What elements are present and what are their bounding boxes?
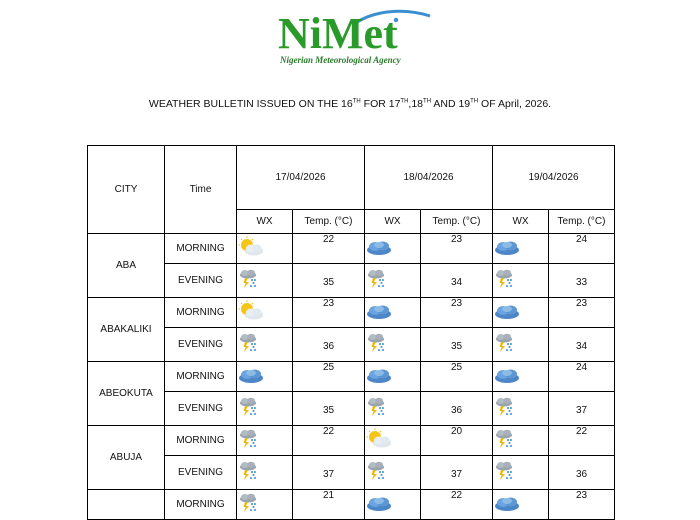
temp-cell: 33 xyxy=(549,264,615,298)
wx-cell xyxy=(237,392,293,426)
table-row xyxy=(88,328,615,362)
table-row xyxy=(88,234,615,264)
temp-cell: 21 xyxy=(293,490,365,520)
wx-cell xyxy=(365,298,421,328)
thunderstorm-icon xyxy=(365,332,393,354)
city-cell: ABUJA xyxy=(88,426,165,490)
temp-cell: 23 xyxy=(549,490,615,520)
city-cell xyxy=(88,490,165,520)
temp-cell: 35 xyxy=(293,264,365,298)
wx-cell xyxy=(365,264,421,298)
cloudy-icon xyxy=(493,492,521,514)
thunderstorm-icon xyxy=(237,428,265,450)
wx-cell xyxy=(493,426,549,456)
wx-cell xyxy=(493,392,549,426)
temp-cell: 22 xyxy=(549,426,615,456)
time-cell: MORNING xyxy=(165,426,237,456)
wx-cell xyxy=(365,362,421,392)
wx-cell xyxy=(237,264,293,298)
wx-cell xyxy=(493,456,549,490)
wx-cell xyxy=(493,298,549,328)
wx-cell xyxy=(365,328,421,362)
thunderstorm-icon xyxy=(493,460,521,482)
partly-sunny-icon xyxy=(365,428,393,450)
wx-header: WX xyxy=(237,210,293,234)
city-cell: ABAKALIKI xyxy=(88,298,165,362)
temp-cell: 23 xyxy=(421,234,493,264)
time-cell: MORNING xyxy=(165,362,237,392)
temp-cell: 20 xyxy=(421,426,493,456)
cloudy-icon xyxy=(493,364,521,386)
table-row xyxy=(88,362,615,392)
thunderstorm-icon xyxy=(237,460,265,482)
wx-cell xyxy=(237,426,293,456)
city-cell: ABA xyxy=(88,234,165,298)
temp-cell: 37 xyxy=(421,456,493,490)
thunderstorm-icon xyxy=(493,268,521,290)
wx-cell xyxy=(237,456,293,490)
logo-text: NiMet xyxy=(278,9,398,58)
thunderstorm-icon xyxy=(237,492,265,514)
wx-cell xyxy=(493,234,549,264)
wx-cell xyxy=(237,298,293,328)
table-row xyxy=(88,490,615,520)
wx-header: WX xyxy=(365,210,421,234)
temp-cell: 35 xyxy=(293,392,365,426)
temp-cell: 36 xyxy=(293,328,365,362)
thunderstorm-icon xyxy=(365,460,393,482)
thunderstorm-icon xyxy=(493,428,521,450)
temp-cell: 37 xyxy=(549,392,615,426)
date-header: 17/04/2026 xyxy=(237,146,365,210)
wx-header: WX xyxy=(493,210,549,234)
cloudy-icon xyxy=(365,492,393,514)
city-cell: ABEOKUTA xyxy=(88,362,165,426)
wx-cell xyxy=(493,328,549,362)
logo-subtitle: Nigerian Meteorological Agency xyxy=(280,55,401,65)
temp-cell: 23 xyxy=(293,298,365,328)
time-cell: MORNING xyxy=(165,298,237,328)
time-cell: MORNING xyxy=(165,490,237,520)
wx-cell xyxy=(493,490,549,520)
table-row xyxy=(88,298,615,328)
cloudy-icon xyxy=(493,236,521,258)
temp-cell: 22 xyxy=(421,490,493,520)
wx-cell xyxy=(493,264,549,298)
forecast-table xyxy=(87,145,615,520)
wx-cell xyxy=(365,426,421,456)
thunderstorm-icon xyxy=(237,268,265,290)
cloudy-icon xyxy=(365,300,393,322)
nimet-logo xyxy=(274,8,434,68)
cloudy-icon xyxy=(365,236,393,258)
temp-cell: 37 xyxy=(293,456,365,490)
date-header: 18/04/2026 xyxy=(365,146,493,210)
time-cell: EVENING xyxy=(165,264,237,298)
temp-cell: 25 xyxy=(293,362,365,392)
wx-cell xyxy=(493,362,549,392)
cloudy-icon xyxy=(493,300,521,322)
wx-cell xyxy=(237,234,293,264)
time-cell: MORNING xyxy=(165,234,237,264)
temp-cell: 34 xyxy=(421,264,493,298)
temp-header: Temp. (°C) xyxy=(421,210,493,234)
table-row xyxy=(88,264,615,298)
partly-sunny-icon xyxy=(237,236,265,258)
wx-cell xyxy=(237,362,293,392)
city-header: CITY xyxy=(88,146,165,234)
temp-cell: 36 xyxy=(549,456,615,490)
temp-cell: 25 xyxy=(421,362,493,392)
time-cell: EVENING xyxy=(165,456,237,490)
temp-cell: 22 xyxy=(293,426,365,456)
table-row xyxy=(88,426,615,456)
temp-cell: 24 xyxy=(549,234,615,264)
table-row xyxy=(88,456,615,490)
temp-cell: 24 xyxy=(549,362,615,392)
thunderstorm-icon xyxy=(237,396,265,418)
cloudy-icon xyxy=(237,364,265,386)
time-cell: EVENING xyxy=(165,392,237,426)
date-header: 19/04/2026 xyxy=(493,146,615,210)
temp-cell: 34 xyxy=(549,328,615,362)
thunderstorm-icon xyxy=(237,332,265,354)
time-cell: EVENING xyxy=(165,328,237,362)
wx-cell xyxy=(365,234,421,264)
thunderstorm-icon xyxy=(365,268,393,290)
temp-cell: 22 xyxy=(293,234,365,264)
temp-header: Temp. (°C) xyxy=(293,210,365,234)
cloudy-icon xyxy=(365,364,393,386)
temp-cell: 35 xyxy=(421,328,493,362)
thunderstorm-icon xyxy=(493,396,521,418)
temp-cell: 23 xyxy=(549,298,615,328)
thunderstorm-icon xyxy=(365,396,393,418)
partly-sunny-icon xyxy=(237,300,265,322)
bulletin-title: WEATHER BULLETIN ISSUED ON THE 16TH FOR 17TH,18TH AND 19TH OF April, 2026. xyxy=(148,98,552,110)
wx-cell xyxy=(365,392,421,426)
wx-cell xyxy=(365,456,421,490)
wx-cell xyxy=(237,490,293,520)
temp-cell: 23 xyxy=(421,298,493,328)
table-row xyxy=(88,392,615,426)
temp-header: Temp. (°C) xyxy=(549,210,615,234)
thunderstorm-icon xyxy=(493,332,521,354)
wx-cell xyxy=(365,490,421,520)
time-header: Time xyxy=(165,146,237,234)
temp-cell: 36 xyxy=(421,392,493,426)
wx-cell xyxy=(237,328,293,362)
